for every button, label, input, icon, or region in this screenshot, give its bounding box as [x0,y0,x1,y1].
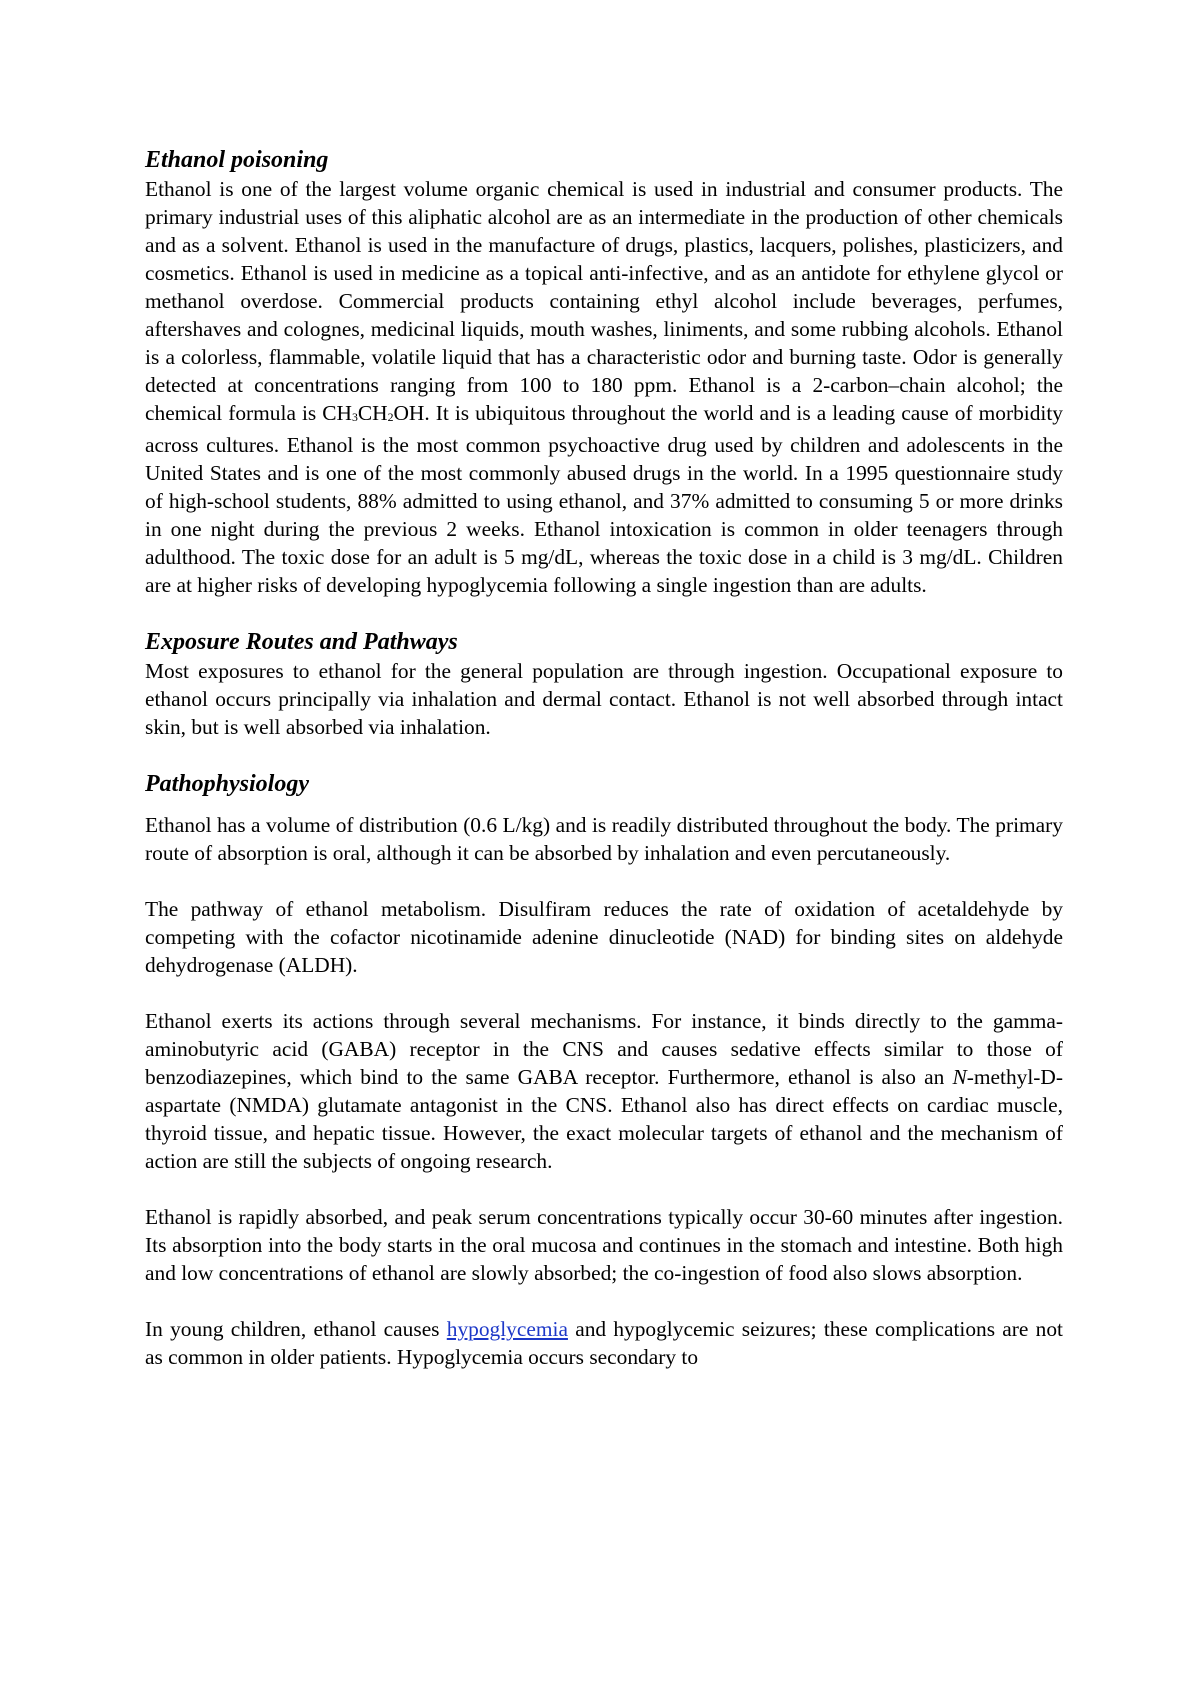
paragraph-pathophysiology-1: Ethanol has a volume of distribution (0.6 L/kg) and is readily distributed throughout the body. The primary route of absorption is oral, although it can be absorbed by inhalation and even percutaneously. [145,813,1063,865]
text-run: and hypoglycemic seizures; these complications are not as common in older patients. Hypoglycemia occurs secondary to [145,1317,1063,1369]
paragraph-exposure-routes: Most exposures to ethanol for the general population are through ingestion. Occupational exposure to ethanol occurs principally via inhalation and dermal contact. Ethanol is not well absorbed through intact skin, but is well absorbed via inhalation. [145,659,1063,739]
spacer [145,799,1063,811]
heading-pathophysiology: Pathophysiology [145,771,310,797]
text-run: OH. It is ubiquitous throughout the world and is a leading cause of morbidity across cultures. Ethanol is the most common psychoactive drug used by children and adolescents in the United States and is one of the most commonly abused drugs in the world. In a 1995 questionnaire study of high-school students, 88% admitted to using ethanol, and 37% admitted to consuming 5 or more drinks in one night during the previous 2 weeks. Ethanol intoxication is common in older teenagers through adulthood. The toxic dose for an adult is 5 mg/dL, whereas the toxic dose in a child is 3 mg/dL. Children are at higher risks of developing hypoglycemia following a single ingestion than are adults. [145,401,1063,597]
subscript: 2 [387,411,394,425]
text-run: -methyl-D-aspartate (NMDA) glutamate antagonist in the CNS. Ethanol also has direct effects on cardiac muscle, thyroid tissue, and hepatic tissue. However, the exact molecular targets of ethanol and the mechanism of action are still the subjects of ongoing research. [145,1065,1063,1173]
spacer [145,1287,1063,1315]
hypoglycemia-link[interactable]: hypoglycemia [446,1317,568,1341]
spacer [145,741,1063,769]
paragraph-pathophysiology-2: The pathway of ethanol metabolism. Disulfiram reduces the rate of oxidation of acetaldehyde by competing with the cofactor nicotinamide adenine dinucleotide (NAD) for binding sites on aldehyde dehydrogenase (ALDH). [145,897,1063,977]
heading-ethanol-poisoning: Ethanol poisoning [145,147,329,173]
paragraph-pathophysiology-5 [145,1315,1063,1371]
text-run: Ethanol exerts its actions through several mechanisms. For instance, it binds directly to the gamma-aminobutyric acid (GABA) receptor in the CNS and causes sedative effects similar to those of benzodiazepines, which bind to the same GABA receptor. Furthermore, ethanol is also an [145,1009,1063,1089]
heading-exposure-routes: Exposure Routes and Pathways [145,629,458,655]
paragraph-ethanol-poisoning [145,175,1063,599]
paragraph-pathophysiology-3 [145,1007,1063,1175]
spacer [145,1175,1063,1203]
paragraph-pathophysiology-4: Ethanol is rapidly absorbed, and peak serum concentrations typically occur 30-60 minutes after ingestion. Its absorption into the body starts in the oral mucosa and continues in the stomach and intestine. Both high and low concentrations of ethanol are slowly absorbed; the co-ingestion of food also slows absorption. [145,1205,1063,1285]
spacer [145,979,1063,1007]
text-run: In young children, ethanol causes [145,1317,447,1341]
text-run: Ethanol is one of the largest volume organic chemical is used in industrial and consumer products. The primary industrial uses of this aliphatic alcohol are as an intermediate in the production of other chemicals and as a solvent. Ethanol is used in the manufacture of drugs, plastics, lacquers, polishes, plasticizers, and cosmetics. Ethanol is used in medicine as a topical anti-infective, and as an antidote for ethylene glycol or methanol overdose. Commercial products containing ethyl alcohol include beverages, perfumes, aftershaves and colognes, medicinal liquids, mouth washes, liniments, and some rubbing alcohols. Ethanol is a colorless, flammable, volatile liquid that has a characteristic odor and burning taste. Odor is generally detected at concentrations ranging from 100 to 180 ppm. Ethanol is a 2-carbon–chain alcohol; the chemical formula is CH [145,177,1063,425]
subscript: 3 [351,411,358,425]
document-content [145,145,1063,1371]
italic-n: N [952,1065,967,1089]
text-run: CH [357,401,388,425]
spacer [145,599,1063,627]
spacer [145,867,1063,895]
